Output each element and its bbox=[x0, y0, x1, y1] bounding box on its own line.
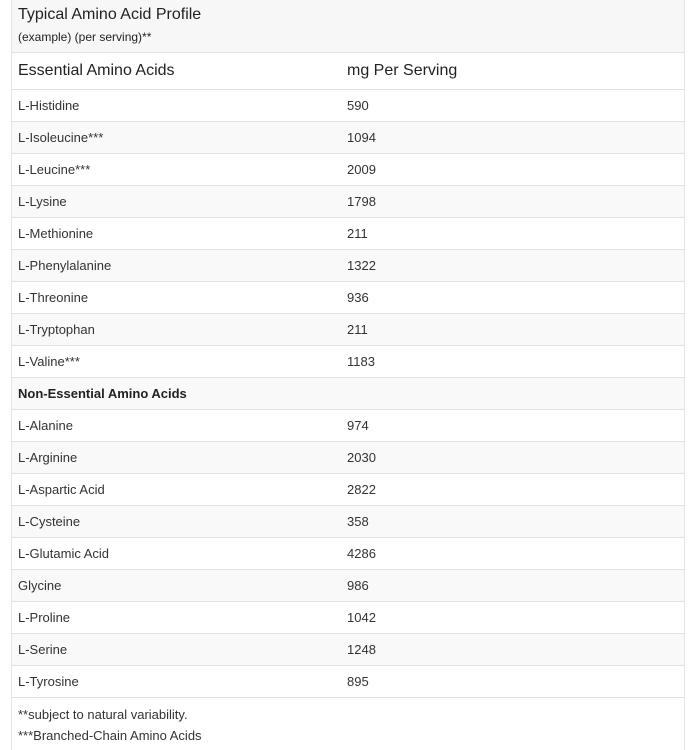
amino-acid-name: L-Tryptophan bbox=[12, 314, 341, 346]
table-row bbox=[12, 154, 684, 186]
mg-per-serving-value: 358 bbox=[341, 506, 684, 538]
amino-acid-name: L-Lysine bbox=[12, 186, 341, 218]
table-title: Typical Amino Acid Profile bbox=[18, 6, 202, 23]
table-row bbox=[12, 282, 684, 314]
header-essential-amino-acids: Essential Amino Acids bbox=[12, 53, 341, 90]
mg-per-serving-value: 1094 bbox=[341, 122, 684, 154]
amino-acid-name: L-Phenylalanine bbox=[12, 250, 341, 282]
mg-per-serving-value: 936 bbox=[341, 282, 684, 314]
table-row bbox=[12, 218, 684, 250]
section-row-non-essential bbox=[12, 378, 684, 410]
mg-per-serving-value: 1798 bbox=[341, 186, 684, 218]
table-row bbox=[12, 570, 684, 602]
amino-acid-name: L-Arginine bbox=[12, 442, 341, 474]
amino-acid-name: L-Valine*** bbox=[12, 346, 341, 378]
amino-acid-name: L-Threonine bbox=[12, 282, 341, 314]
table-row bbox=[12, 346, 684, 378]
amino-acid-table bbox=[11, 0, 685, 750]
amino-acid-name: Glycine bbox=[12, 570, 341, 602]
amino-acid-name: L-Tyrosine bbox=[12, 666, 341, 698]
table-row bbox=[12, 186, 684, 218]
mg-per-serving-value: 1183 bbox=[341, 346, 684, 378]
table-row bbox=[12, 634, 684, 666]
mg-per-serving-value: 1322 bbox=[341, 250, 684, 282]
mg-per-serving-value: 2822 bbox=[341, 474, 684, 506]
table-row bbox=[12, 666, 684, 698]
mg-per-serving-value: 1042 bbox=[341, 602, 684, 634]
mg-per-serving-value: 4286 bbox=[341, 538, 684, 570]
amino-acid-name: L-Glutamic Acid bbox=[12, 538, 341, 570]
footnotes bbox=[12, 697, 684, 750]
table-caption bbox=[12, 0, 684, 52]
footnote-variability: **subject to natural variability. bbox=[18, 707, 188, 722]
section-label-non-essential: Non-Essential Amino Acids bbox=[12, 378, 341, 410]
amino-acid-name: L-Proline bbox=[12, 602, 341, 634]
amino-acid-name: L-Isoleucine*** bbox=[12, 122, 341, 154]
amino-acid-name: L-Serine bbox=[12, 634, 341, 666]
header-mg-per-serving: mg Per Serving bbox=[341, 53, 684, 90]
mg-per-serving-value: 590 bbox=[341, 90, 684, 122]
table-row bbox=[12, 410, 684, 442]
amino-acid-name: L-Leucine*** bbox=[12, 154, 341, 186]
amino-acid-name: L-Histidine bbox=[12, 90, 341, 122]
amino-acid-name: L-Alanine bbox=[12, 410, 341, 442]
mg-per-serving-value: 2030 bbox=[341, 442, 684, 474]
table-row bbox=[12, 122, 684, 154]
amino-acid-name: L-Cysteine bbox=[12, 506, 341, 538]
mg-per-serving-value: 1248 bbox=[341, 634, 684, 666]
table-row bbox=[12, 602, 684, 634]
amino-acid-grid bbox=[12, 52, 684, 697]
mg-per-serving-value: 2009 bbox=[341, 154, 684, 186]
table-body bbox=[12, 90, 684, 698]
mg-per-serving-value: 895 bbox=[341, 666, 684, 698]
mg-per-serving-value: 211 bbox=[341, 314, 684, 346]
footnote-bcaa: ***Branched-Chain Amino Acids bbox=[18, 728, 202, 743]
table-subtitle: (example) (per serving)** bbox=[18, 30, 152, 44]
amino-acid-name: L-Aspartic Acid bbox=[12, 474, 341, 506]
mg-per-serving-value: 986 bbox=[341, 570, 684, 602]
table-row bbox=[12, 506, 684, 538]
table-row bbox=[12, 250, 684, 282]
mg-per-serving-value: 211 bbox=[341, 218, 684, 250]
table-row bbox=[12, 90, 684, 122]
header-row bbox=[12, 53, 684, 90]
table-row bbox=[12, 314, 684, 346]
table-row bbox=[12, 538, 684, 570]
section-empty-cell bbox=[341, 378, 684, 410]
mg-per-serving-value: 974 bbox=[341, 410, 684, 442]
table-row bbox=[12, 474, 684, 506]
table-row bbox=[12, 442, 684, 474]
amino-acid-name: L-Methionine bbox=[12, 218, 341, 250]
